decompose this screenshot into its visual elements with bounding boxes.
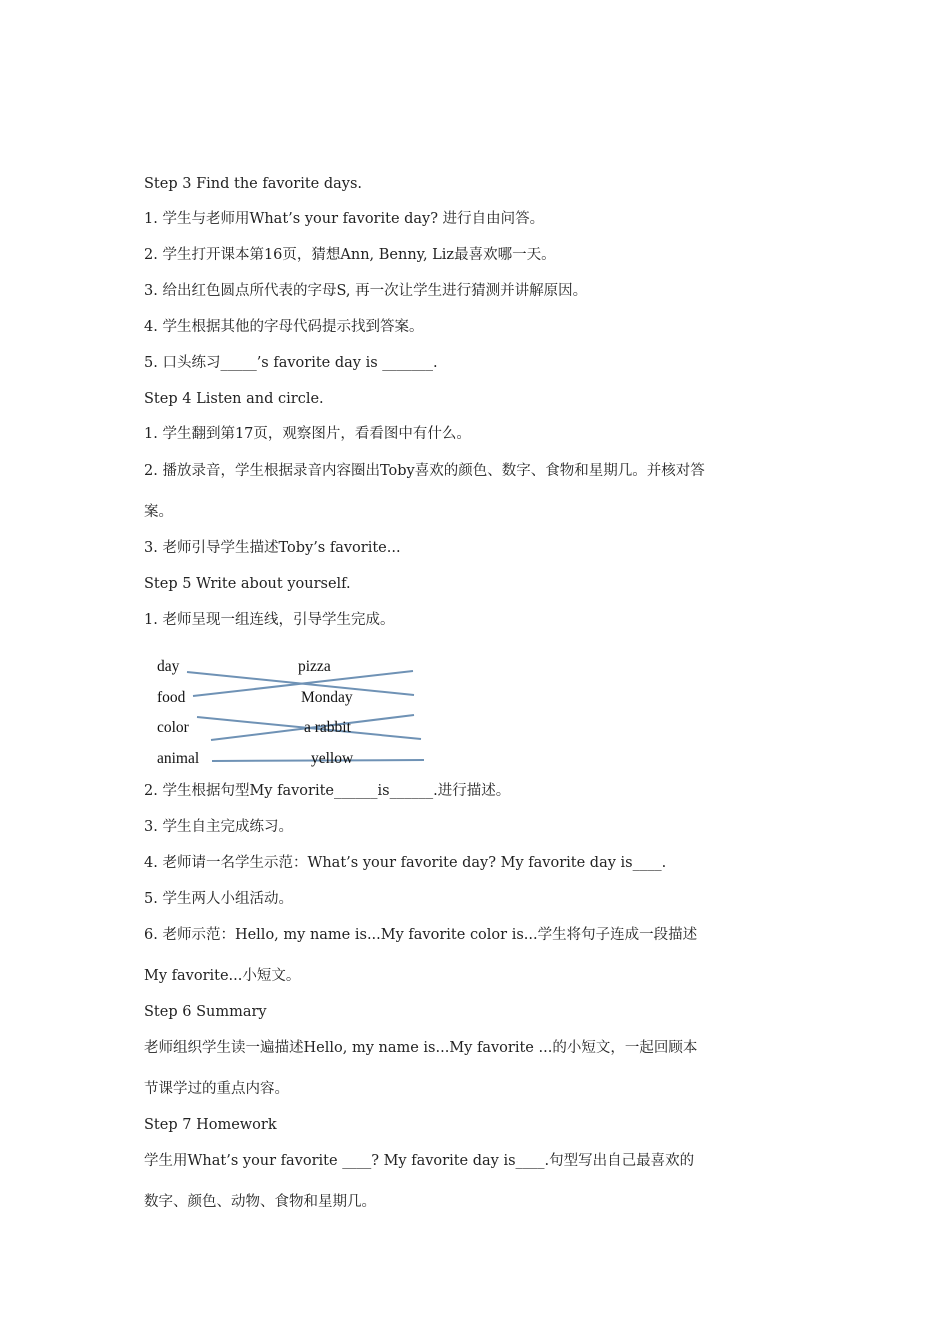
match-right-word: Monday [301,689,353,706]
match-left-word: color [157,719,189,736]
step4-item-1: 1. 学生翻到第17页，观察图片，看看图中有什么。 [144,426,471,442]
match-left-word: animal [157,750,200,767]
match-left-word: food [157,689,186,706]
match-right-word: a rabbit [304,719,351,736]
match-right-word: yellow [311,750,354,767]
step5-item-1: 1. 老师呈现一组连线，引导学生完成。 [144,612,395,628]
step3-item-5: 5. 口头练习_____’s favorite day is _______. [144,355,438,371]
step5-item-3: 3. 学生自主完成练习。 [144,819,293,835]
step5-item-2: 2. 学生根据句型My favorite______is______.进行描述。 [144,783,511,799]
match-right-word: pizza [298,658,331,675]
match-left-word: day [157,658,180,675]
step4-item-2-cont: 案。 [144,504,173,520]
step3-heading: Step 3 Find the favorite days. [144,176,363,192]
step6-text: 老师组织学生读一遍描述Hello, my name is...My favorite ...的小短文，一起回顾本 [144,1040,698,1056]
matching-exercise [144,650,444,780]
step5-item-6: 6. 老师示范：Hello, my name is...My favorite color is...学生将句子连成一段描述 [144,927,698,943]
step7-heading: Step 7 Homework [144,1117,277,1133]
step3-item-3: 3. 给出红色圆点所代表的字母S, 再一次让学生进行猜测并讲解原因。 [144,283,588,299]
step5-item-6-cont: My favorite...小短文。 [144,968,301,984]
step4-heading: Step 4 Listen and circle. [144,391,324,407]
step5-item-4: 4. 老师请一名学生示范：What’s your favorite day? My favorite day is____. [144,855,667,871]
step3-item-4: 4. 学生根据其他的字母代码提示找到答案。 [144,319,424,335]
step3-item-2: 2. 学生打开课本第16页，猜想Ann, Benny, Liz最喜欢哪一天。 [144,247,556,263]
step5-item-5: 5. 学生两人小组活动。 [144,891,293,907]
step5-heading: Step 5 Write about yourself. [144,576,351,592]
step4-item-2: 2. 播放录音，学生根据录音内容圈出Toby喜欢的颜色、数字、食物和星期几。并核对答 [144,463,705,479]
step6-text-cont: 节课学过的重点内容。 [144,1081,289,1097]
step7-text: 学生用What’s your favorite ____? My favorite day is____.句型写出自己最喜欢的 [144,1153,695,1169]
step6-heading: Step 6 Summary [144,1004,267,1020]
step7-text-cont: 数字、颜色、动物、食物和星期几。 [144,1194,376,1210]
step3-item-1: 1. 学生与老师用What’s your favorite day? 进行自由问答。 [144,211,545,227]
step4-item-3: 3. 老师引导学生描述Toby’s favorite... [144,540,401,556]
